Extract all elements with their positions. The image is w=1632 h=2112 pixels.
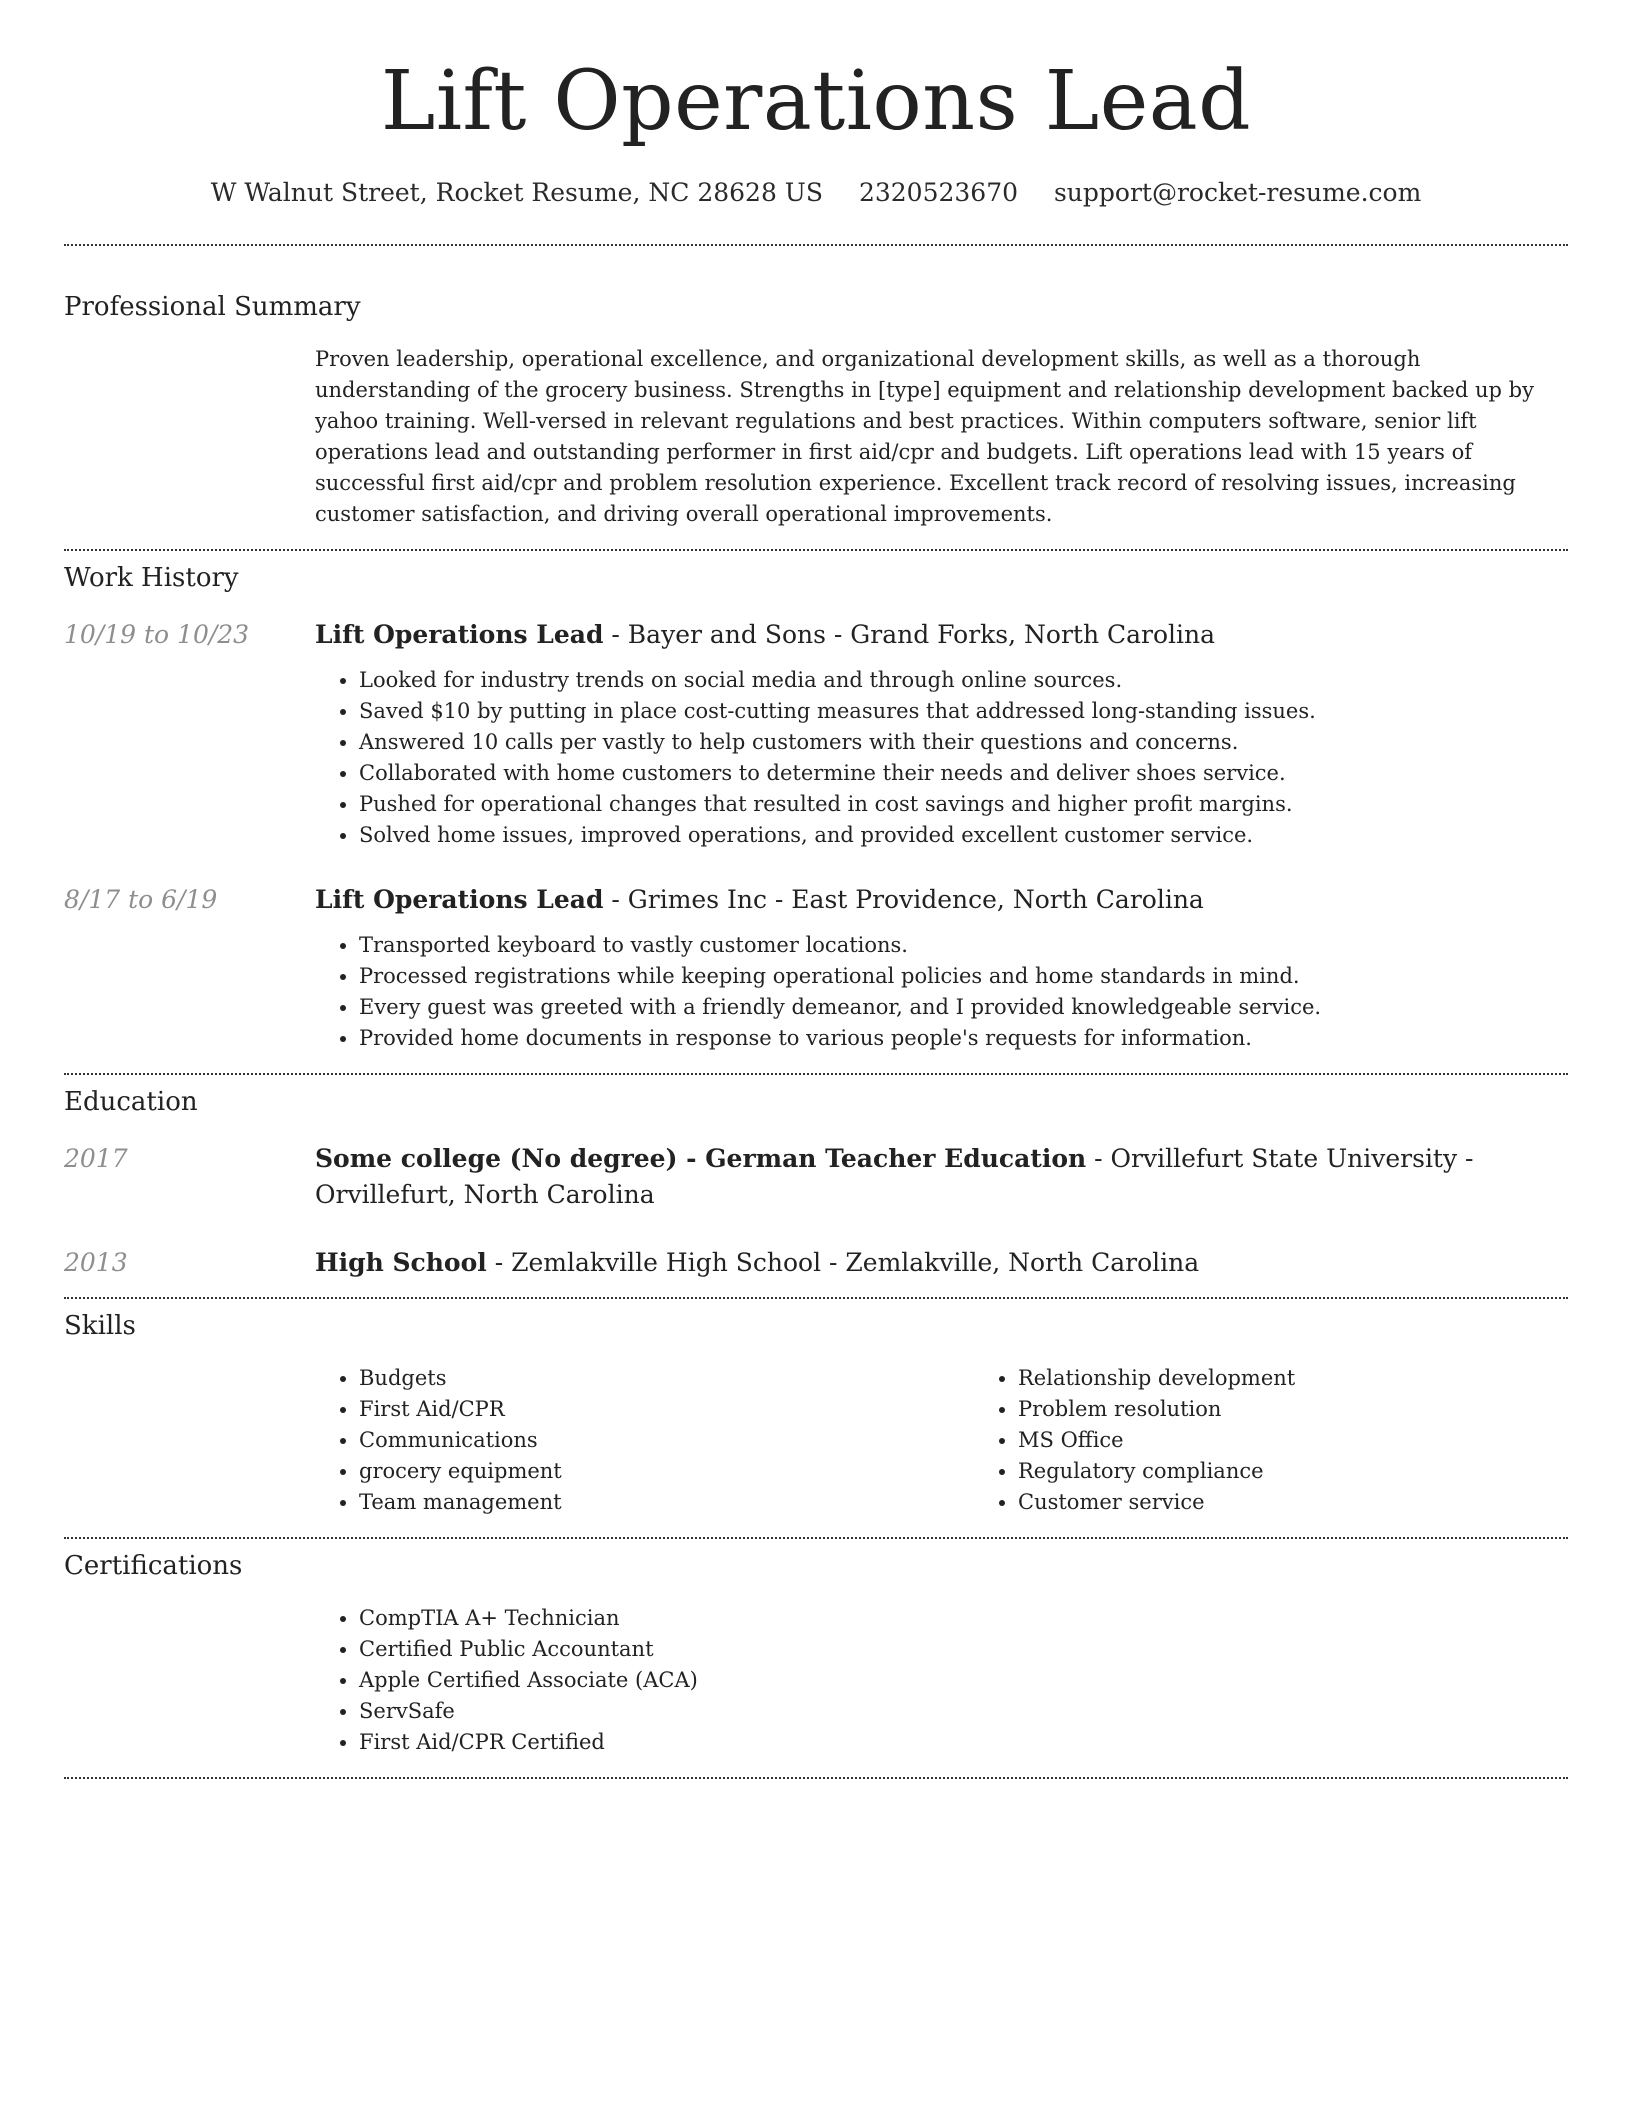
list-item: • Relationship development [1018, 1363, 1632, 1394]
skills-section [64, 1299, 1568, 1518]
summary-text: Proven leadership, operational excellence, and organizational development skills, as well as a thorough understanding of the grocery business. Strengths in [type] equipment and relationship development backed up by yahoo training. Well-versed in relevant regulations and best practices. Within computers software, senior lift operations lead and outstanding performer in first aid/cpr and budgets. Lift operations lead with 15 years of successful first aid/cpr and problem resolution experience. Excellent track record of resolving issues, increasing customer satisfaction, and driving overall operational improvements. [315, 347, 1534, 526]
education-year: 2013 [64, 1248, 128, 1277]
list-item: • Pushed for operational changes that resulted in cost savings and higher profit margins. [359, 789, 1568, 820]
list-item: • Collaborated with home customers to determine their needs and deliver shoes service. [359, 758, 1568, 789]
certifications-content [315, 1603, 1568, 1758]
contact-line [64, 176, 1568, 210]
section-title-work: Work History [64, 563, 239, 593]
list-item: • Processed registrations while keeping operational policies and home standards in mind. [359, 961, 1568, 992]
section-title-skills: Skills [64, 1311, 136, 1341]
certifications-row [64, 1603, 1568, 1758]
list-item: • Saved $10 by putting in place cost-cutting measures that addressed long-standing issues. [359, 696, 1568, 727]
summary-row [64, 344, 1568, 530]
education-year: 2017 [64, 1144, 128, 1173]
skills-row [64, 1363, 1568, 1518]
education-content [315, 1245, 1568, 1281]
list-item: • Solved home issues, improved operations, and provided excellent customer service. [359, 820, 1568, 851]
job-title [315, 882, 1568, 918]
section-title-education: Education [64, 1087, 198, 1117]
skills-list-right [974, 1363, 1632, 1518]
list-item: • Looked for industry trends on social media and through online sources. [359, 665, 1568, 696]
list-item: • First Aid/CPR [359, 1394, 974, 1425]
skills-list-left [315, 1363, 974, 1518]
summary-section [64, 246, 1568, 530]
contact-address: W Walnut Street, Rocket Resume, NC 28628 US [210, 178, 823, 207]
list-item: • Budgets [359, 1363, 974, 1394]
skills-spacer [64, 1363, 315, 1518]
list-item: • ServSafe [359, 1696, 1568, 1727]
job-role: Lift Operations Lead [315, 620, 604, 649]
list-item: • MS Office [1018, 1425, 1632, 1456]
section-title-summary: Professional Summary [64, 292, 361, 322]
list-item: • grocery equipment [359, 1456, 974, 1487]
education-school: - Orvillefurt State University - Orvillefurt, North Carolina [315, 1144, 1474, 1209]
list-item: • CompTIA A+ Technician [359, 1603, 1568, 1634]
list-item: • Certified Public Accountant [359, 1634, 1568, 1665]
list-item: • Communications [359, 1425, 974, 1456]
list-item: • Apple Certified Associate (ACA) [359, 1665, 1568, 1696]
education-entry [64, 1141, 1568, 1213]
list-item: • Regulatory compliance [1018, 1456, 1632, 1487]
contact-email: support@rocket-resume.com [1053, 178, 1422, 207]
resume-header [64, 0, 1568, 210]
job-dates: 10/19 to 10/23 [64, 620, 250, 649]
candidate-name: Lift Operations Lead [380, 54, 1252, 149]
certifications-section [64, 1539, 1568, 1758]
education-school: - Zemlakville High School - Zemlakville, North Carolina [486, 1248, 1200, 1277]
list-item: • Every guest was greeted with a friendly demeanor, and I provided knowledgeable service. [359, 992, 1568, 1023]
list-item: • Provided home documents in response to various people's requests for information. [359, 1023, 1568, 1054]
section-title-certifications: Certifications [64, 1551, 243, 1581]
list-item: • Transported keyboard to vastly customer locations. [359, 930, 1568, 961]
job-bullets [315, 665, 1568, 851]
education-section [64, 1075, 1568, 1281]
list-item: • Answered 10 calls per vastly to help customers with their questions and concerns. [359, 727, 1568, 758]
list-item: • First Aid/CPR Certified [359, 1727, 1568, 1758]
job-dates: 8/17 to 6/19 [64, 885, 218, 914]
job-content [315, 882, 1568, 1054]
job-details: - Bayer and Sons - Grand Forks, North Carolina [603, 620, 1216, 649]
work-section [64, 551, 1568, 1054]
job-title [315, 617, 1568, 653]
list-item: • Team management [359, 1487, 974, 1518]
job-content [315, 617, 1568, 851]
list-item: • Problem resolution [1018, 1394, 1632, 1425]
skills-grid [315, 1363, 1632, 1518]
education-degree: Some college (No degree) - German Teacher Education [315, 1144, 1087, 1173]
job-bullets [315, 930, 1568, 1054]
divider [64, 1777, 1568, 1779]
education-entry [64, 1245, 1568, 1281]
job-role: Lift Operations Lead [315, 885, 604, 914]
education-content [315, 1141, 1568, 1213]
education-degree: High School [315, 1248, 487, 1277]
contact-phone: 2320523670 [858, 178, 1019, 207]
job-details: - Grimes Inc - East Providence, North Carolina [603, 885, 1204, 914]
certifications-list [315, 1603, 1568, 1758]
summary-spacer [64, 344, 315, 530]
certifications-spacer [64, 1603, 315, 1758]
job-entry [64, 882, 1568, 1054]
job-entry [64, 617, 1568, 851]
list-item: • Customer service [1018, 1487, 1632, 1518]
